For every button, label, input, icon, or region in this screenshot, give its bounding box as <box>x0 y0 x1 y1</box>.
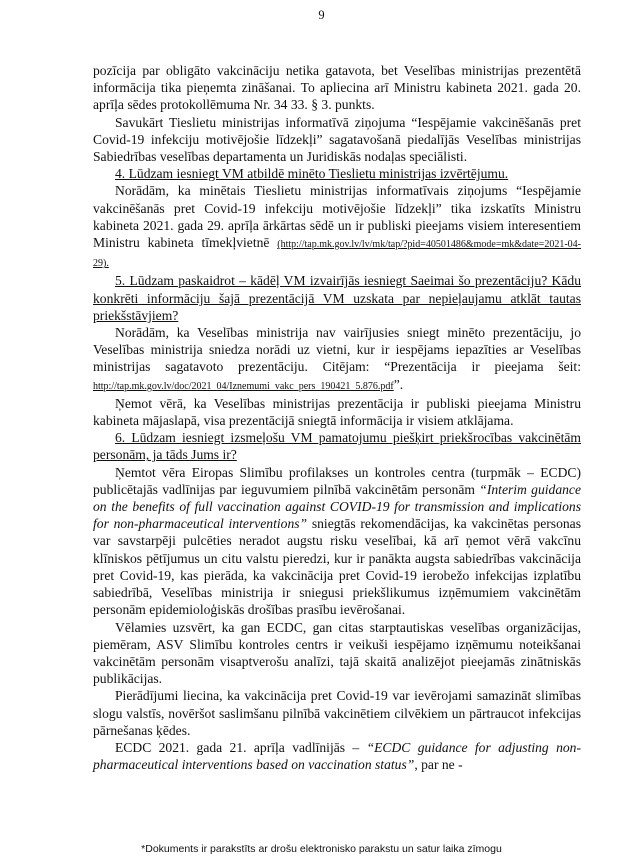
paragraph: Vēlamies uzsvērt, ka gan ECDC, gan citas starptautiskas veselības organizācijas, piemēram, ASV Slimību kontroles centrs ir veikuši iespējamo izņēmumu noteikšanai vakcinētām personām visaptverošu analīzi, tajā skaitā analizējot pieejamās zinātniskās publikācijas. <box>93 619 581 687</box>
paragraph <box>93 464 581 619</box>
tap-link[interactable]: (http://tap.mk.gov.lv/lv/mk/tap/?pid=40501486&mode=mk&date=2021-04-29). <box>93 239 581 270</box>
guidance-title: “ECDC guidance for adjusting non-pharmaceutical interventions based on vaccination status” <box>93 739 581 773</box>
question-heading <box>93 272 581 324</box>
guidance-title: “Interim guidance on the benefits of full vaccination against COVID-19 for transmission and implications for non-pharmaceutical interventions” <box>93 481 581 532</box>
presentation-link[interactable]: http://tap.mk.gov.lv/doc/2021_04/Iznemumi_vakc_pers_190421_5.876.pdf <box>93 380 394 392</box>
quote-close: ”. <box>393 376 404 392</box>
paragraph-text: sniegtās rekomendācijas, ka vakcinētas personas var savstarpēji pulcēties neradot augstu risku veselībai, kā arī ņemot vērā vakcīnu klīniskos pētījumus un citu valstu pieredzi, kur ir panākta augsta sabiedrības vakcinācija pret Covid-19, kas pierāda, ka vakcinācija pret Covid-19 ierobežo infekcijas izplatību sabiedrībā, Veselības ministrija ir sniegusi priekšlikumus izņēmumiem vakcinētām personām epidemioloģiskās drošības prasību ievērošanai. <box>93 516 581 618</box>
paragraph: Ņemot vērā, ka Veselības ministrijas prezentācija ir publiski pieejama Ministru kabineta mājaslapā, visa prezentācijā sniegtā informācija ir visiem atklājama. <box>93 395 581 429</box>
question-heading <box>93 165 581 182</box>
paragraph <box>93 182 581 272</box>
question-heading <box>93 429 581 463</box>
signature-note: *Dokuments ir parakstīts ar drošu elektronisko parakstu un satur laika zīmogu <box>141 843 502 855</box>
question-6: 6. Lūdzam iesniegt izsmeļošu VM pamatojumu piešķirt priekšrocības vakcinētām personām, ja tāds Jums ir? <box>93 430 581 463</box>
question-5: 5. Lūdzam paskaidrot – kādēļ VM izvairījās iesniegt Saeimai šo prezentāciju? Kādu konkrēti informāciju šajā prezentācijā VM uzskata par nepieļaujamu atklāt tautas priekšstāvjiem? <box>93 273 581 323</box>
paragraph-text: Norādām, ka minētais Tieslietu ministrijas informatīvais ziņojums “Iespējamie vakcinēšanās pret Covid-19 infekciju motivējošie līdzekļi” tika izskatīts Ministru kabineta 2021. gada 29. aprīļa ārkārtas sēdē un ir publiski pieejams visiem interesentiem Ministru kabineta tīmekļvietnē <box>93 183 581 251</box>
paragraph-text: Norādām, ka Veselības ministrija nav vairījusies sniegt minēto prezentāciju, jo Veselības ministrija sniedza norādi uz vietni, kur ir iespējams iepazīties ar Veselības ministrijas sagatavoto prezentāciju. Citējam: “Prezentācija ir pieejama šeit: <box>93 325 581 375</box>
document-body <box>93 62 581 773</box>
paragraph: pozīcija par obligāto vakcināciju netika gatavota, bet Veselības ministrijas prezentētā informācija tika pieņemta zināšanai. To apliecina arī Ministru kabineta 2021. gada 20. aprīļa sēdes protokollēmuma Nr. 34 33. § 3. punkts. <box>93 63 581 113</box>
paragraph <box>93 739 581 773</box>
paragraph-text: ECDC 2021. gada 21. aprīļa vadlīnijās – <box>115 739 360 755</box>
page-number: 9 <box>318 8 325 22</box>
paragraph: Savukārt Tieslietu ministrijas informatīvā ziņojuma “Iespējamie vakcinēšanās pret Covid-19 infekciju motivējošie līdzekļi” sagatavošanā piedalījās Veselības ministrijas Sabiedrības veselības departamenta un Juridiskās nodaļas speciālisti. <box>93 114 581 165</box>
paragraph-text: , par ne - <box>414 757 463 773</box>
paragraph: Pierādījumi liecina, ka vakcinācija pret Covid-19 var ievērojami samazināt slimības slogu valstīs, novēršot saslimšanu pilnībā vakcinētiem cilvēkiem un pārtraucot infekcijas pārnešanas ķēdes. <box>93 688 581 738</box>
paragraph-text: Ņemtot vēra Eiropas Slimību profilakses un kontroles centra (turpmāk – ECDC) publicētajās vadlīnijas par ieguvumiem pilnībā vakcinētām personām <box>93 464 581 497</box>
paragraph <box>93 324 581 395</box>
question-4: 4. Lūdzam iesniegt VM atbildē minēto Tieslietu ministrijas izvērtējumu. <box>115 166 509 182</box>
